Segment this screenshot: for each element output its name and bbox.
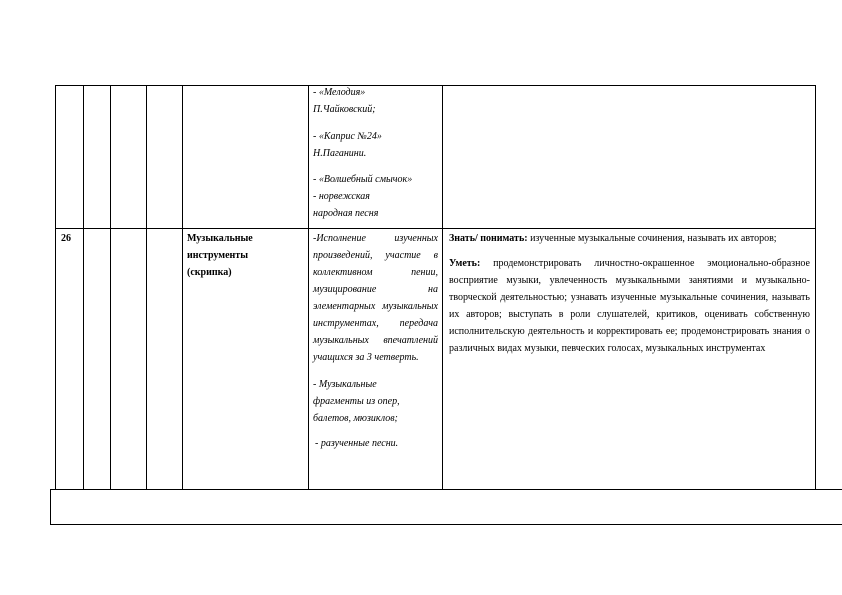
repertoire-item-author: Н.Паганини. [313, 148, 367, 159]
requirements-cell [449, 230, 810, 357]
activities-text: -Исполнение изученных произведений, участие в коллективном пении, музицирование на элементарных музыкальных инструментах, передача музыкальных впечатлений учащихся за 3 четверть. [313, 233, 438, 363]
repertoire-item-author: П.Чайковский; [313, 104, 376, 115]
activities-songs: - разученные песни. [315, 438, 399, 449]
table-line-row-divider [55, 228, 816, 229]
table-col-line [55, 85, 56, 490]
know-text: изученные музыкальные сочинения, называть их авторов; [530, 233, 777, 244]
can-text: продемонстрировать личностно-окрашенное эмоционально-образное восприятие музыки, увлеченность музыкальными занятиями и музыкально-творческой деятельностью; узнавать изученные музыкальные сочинения, называть их авторов; выступать в роли слушателей, критиков, оценивать собственную исполнительскую деятельность и корректировать ее; продемонстрировать знания о различных видах музыки, певческих голосах, музыкальных инструментах [449, 258, 810, 354]
bottom-box-bottom [50, 524, 842, 525]
lesson-topic: Музыкальные инструменты (скрипка) [187, 233, 253, 278]
table-col-line [815, 85, 816, 490]
table-col-line [182, 85, 183, 490]
activities-cell [313, 230, 438, 452]
repertoire-item-title: - «Волшебный смычок» [313, 174, 413, 185]
repertoire-item-author: - норвежская народная песня [313, 191, 379, 219]
can-label: Уметь: [449, 258, 481, 269]
activities-fragments: - Музыкальные фрагменты из опер, балетов, мюзиклов; [313, 379, 400, 424]
table-col-line [308, 85, 309, 490]
bottom-box-left [50, 489, 51, 525]
lesson-number: 26 [61, 233, 71, 244]
know-paragraph [449, 230, 810, 247]
repertoire-cell [313, 84, 439, 222]
repertoire-item-title: - «Мелодия» [313, 87, 366, 98]
table-col-line [110, 85, 111, 490]
repertoire-item-title: - «Каприс №24» [313, 131, 382, 142]
table-col-line [146, 85, 147, 490]
can-paragraph [449, 255, 810, 357]
table-col-line [442, 85, 443, 490]
table-col-line [83, 85, 84, 490]
know-label: Знать/ понимать: [449, 233, 528, 244]
bottom-box-top [50, 489, 842, 490]
